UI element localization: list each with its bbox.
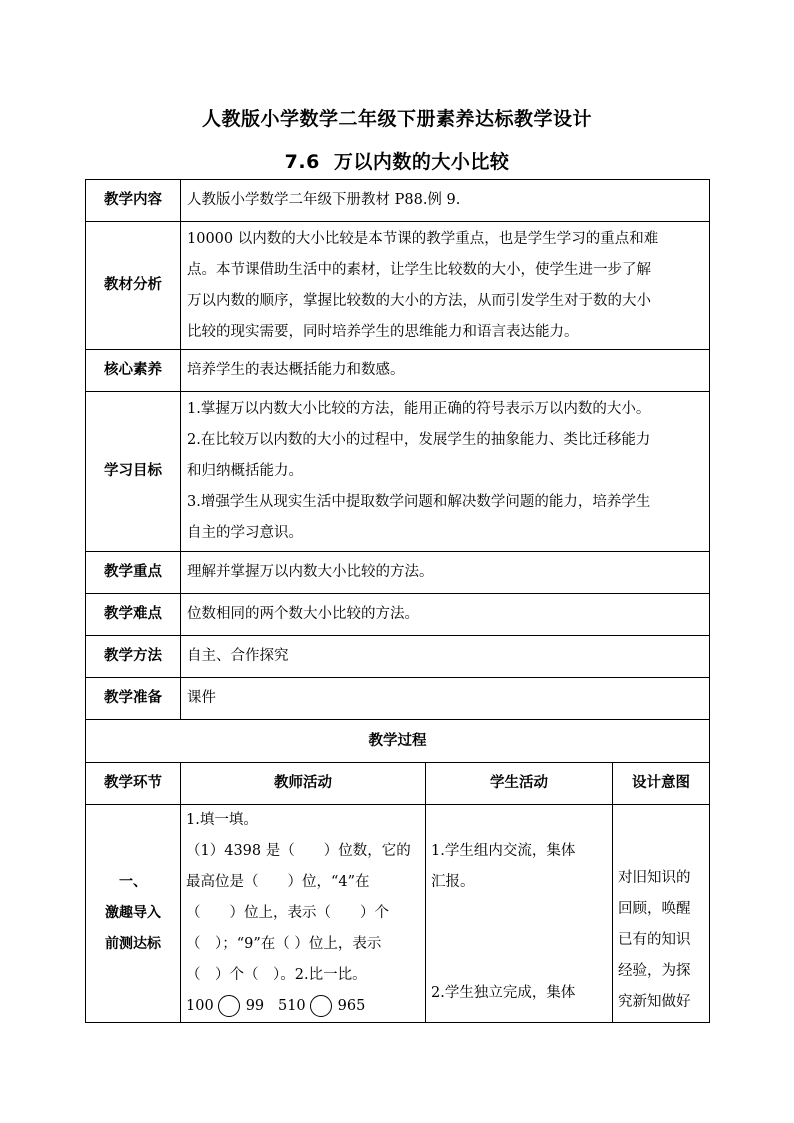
document-title: 人教版小学数学二年级下册素养达标教学设计 <box>201 108 592 130</box>
value-teaching-focus: 理解并掌握万以内数大小比较的方法。 <box>181 552 710 594</box>
goal-line: 自主的学习意识。 <box>187 525 303 541</box>
lesson-name: 万以内数的大小比较 <box>333 151 510 173</box>
label-teaching-prep: 教学准备 <box>86 678 181 720</box>
row-process-stage-1 <box>86 805 710 1023</box>
lesson-plan-table <box>85 179 710 1023</box>
row-learning-goals <box>86 392 710 552</box>
header-teacher-activity: 教师活动 <box>181 763 426 805</box>
teacher-line: （ ）；“9”在（ ）位上，表示 <box>186 936 382 952</box>
teacher-line: （ ）位上，表示（ ）个 <box>186 905 389 921</box>
value-teaching-prep: 课件 <box>181 678 710 720</box>
row-teaching-prep <box>86 678 710 720</box>
label-teaching-content: 教学内容 <box>86 180 181 222</box>
analysis-line: 比较的现实需要，同时培养学生的思维能力和语言表达能力。 <box>187 323 579 340</box>
design-line: 已有的知识 <box>618 932 691 948</box>
compare-line <box>186 991 420 1022</box>
teacher-line: 最高位是（ ）位，“4”在 <box>186 874 370 890</box>
stage-name-1: 激趣导入 <box>105 905 161 921</box>
row-teaching-method <box>86 636 710 678</box>
value-teaching-method: 自主、合作探究 <box>181 636 710 678</box>
header-stage: 教学环节 <box>86 763 181 805</box>
design-intent-cell <box>613 805 710 1023</box>
label-core-literacy: 核心素养 <box>86 350 181 392</box>
label-teaching-focus: 教学重点 <box>86 552 181 594</box>
goal-line: 和归纳概括能力。 <box>187 463 303 479</box>
row-core-literacy <box>86 350 710 392</box>
compare-circle-1 <box>218 995 240 1017</box>
analysis-line: 万以内数的顺序，掌握比较数的大小的方法，从而引发学生对于数的大小 <box>187 292 651 309</box>
student-line: 汇报。 <box>431 874 475 890</box>
design-line: 究新知做好 <box>618 994 691 1010</box>
label-teaching-difficulty: 教学难点 <box>86 594 181 636</box>
row-process-headers <box>86 763 710 805</box>
teacher-line: （1）4398 是（ ）位数，它的 <box>186 843 411 859</box>
value-core-literacy: 培养学生的表达概括能力和数感。 <box>181 350 710 392</box>
goal-line: 1.掌握万以内数大小比较的方法，能用正确的符号表示万以内数的大小。 <box>187 401 651 417</box>
row-teaching-content <box>86 180 710 222</box>
design-line: 经验，为探 <box>618 963 691 979</box>
design-line: 对旧知识的 <box>618 870 691 886</box>
design-line: 回顾，唤醒 <box>618 901 691 917</box>
row-teaching-difficulty <box>86 594 710 636</box>
stage-number: 一、 <box>119 874 147 890</box>
goal-line: 3.增强学生从现实生活中提取数学问题和解决数学问题的能力，培养学生 <box>187 494 651 510</box>
goal-line: 2.在比较万以内数的大小的过程中，发展学生的抽象能力、类比迁移能力 <box>187 432 651 448</box>
compare-a2: 510 <box>277 998 306 1014</box>
lesson-title <box>0 147 794 174</box>
value-teaching-content: 人教版小学数学二年级下册教材 P88.例 9. <box>181 180 710 222</box>
row-teaching-focus <box>86 552 710 594</box>
analysis-line: 10000 以内数的大小比较是本节课的教学重点，也是学生学习的重点和难 <box>187 230 659 247</box>
teacher-line: （ ）个（ ）。2.比一比。 <box>186 967 367 983</box>
lesson-number: 7.6 <box>284 151 320 173</box>
stage-cell <box>86 805 181 1023</box>
header-student-activity: 学生活动 <box>426 763 613 805</box>
student-line: 1.学生组内交流，集体 <box>431 843 576 859</box>
compare-a1: 100 <box>186 998 214 1014</box>
student-activity-cell <box>426 805 613 1023</box>
process-title: 教学过程 <box>86 720 710 763</box>
student-line: 2.学生独立完成，集体 <box>431 985 576 1001</box>
value-teaching-difficulty: 位数相同的两个数大小比较的方法。 <box>181 594 710 636</box>
teacher-activity-cell <box>181 805 426 1023</box>
value-material-analysis <box>181 222 710 350</box>
row-process-title <box>86 720 710 763</box>
label-material-analysis: 教材分析 <box>86 222 181 350</box>
compare-b2: 965 <box>337 998 366 1014</box>
teacher-line: 1.填一填。 <box>186 812 258 828</box>
stage-name-2: 前测达标 <box>105 936 161 952</box>
label-teaching-method: 教学方法 <box>86 636 181 678</box>
compare-b1: 99 <box>245 998 265 1014</box>
compare-circle-2 <box>310 995 332 1017</box>
value-learning-goals <box>181 392 710 552</box>
label-learning-goals: 学习目标 <box>86 392 181 552</box>
analysis-line: 点。本节课借助生活中的素材，让学生比较数的大小，使学生进一步了解 <box>187 261 651 278</box>
header-design-intent: 设计意图 <box>613 763 710 805</box>
row-material-analysis <box>86 222 710 350</box>
